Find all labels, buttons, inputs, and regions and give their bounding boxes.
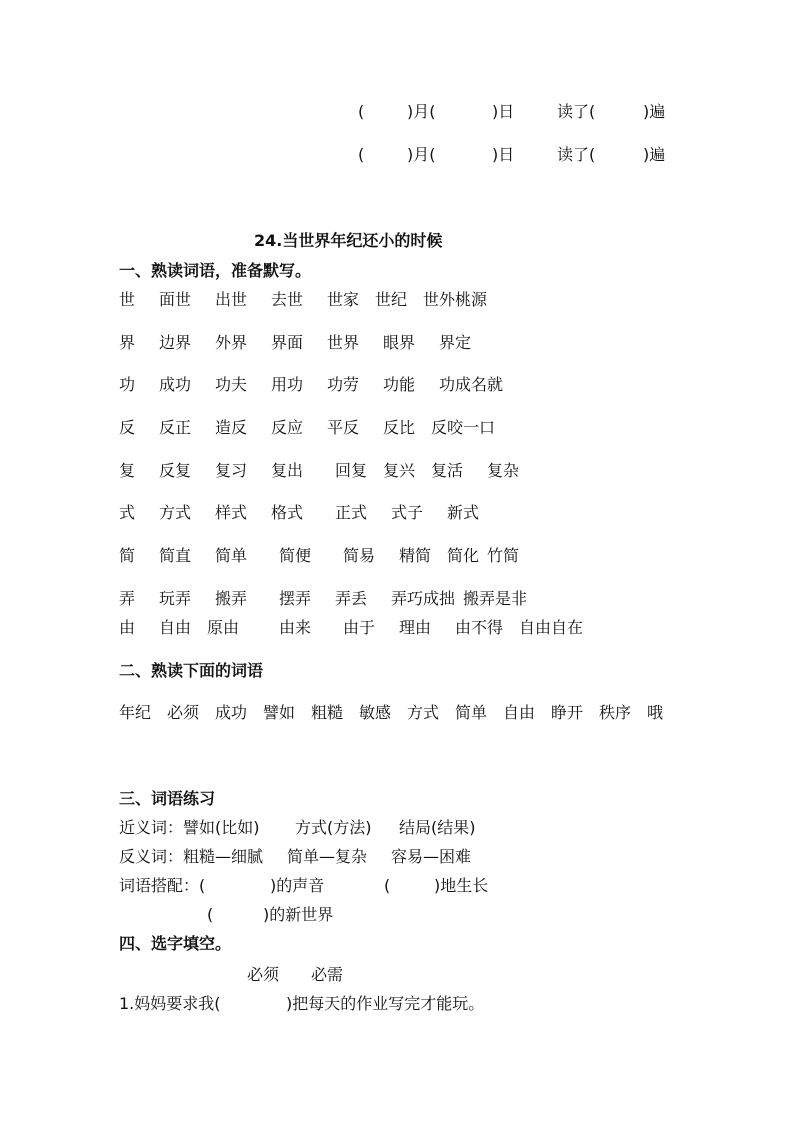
list-item: 新式 (447, 503, 480, 522)
list-item: 复活 (431, 461, 464, 480)
list-item: 方式 (159, 503, 192, 522)
word-row-fan (0, 420, 794, 440)
list-item: 简易 (343, 546, 376, 565)
collocation-line (0, 878, 794, 898)
date-month-open: ( (358, 102, 365, 121)
list-item: 粗糙—细腻 (183, 847, 264, 866)
list-item: 容易—困难 (391, 847, 472, 866)
list-item: 边界 (159, 333, 192, 352)
list-item: 用功 (271, 375, 304, 394)
list-item: 秩序 (599, 703, 632, 722)
list-item: 复 (119, 461, 136, 480)
word-row-jian (0, 548, 794, 568)
option-word: 必须 (247, 965, 280, 984)
word-row-jie (0, 335, 794, 355)
list-item: 成功 (215, 703, 248, 722)
list-item: 理由 (399, 618, 432, 637)
list-item: 由来 (279, 618, 312, 637)
list-item: 式 (119, 503, 136, 522)
question-1 (0, 996, 794, 1016)
list-item: 竹简 (487, 546, 520, 565)
list-item: 功夫 (215, 375, 248, 394)
list-item: 出世 (215, 290, 248, 309)
list-item: 世 (119, 290, 136, 309)
list-item: 功成名就 (439, 375, 504, 394)
collocation-item: )地生长 (434, 876, 489, 895)
list-item: 搬弄是非 (463, 589, 528, 608)
date-month-label: )月( (407, 145, 436, 164)
list-item: 复习 (215, 461, 248, 480)
list-item: 世界 (327, 333, 360, 352)
list-item: 反应 (271, 418, 304, 437)
list-item: 复杂 (487, 461, 520, 480)
read-count-open: 读了( (557, 102, 596, 121)
list-item: 哦 (647, 703, 664, 722)
list-item: 世家 (327, 290, 360, 309)
list-item: 自由 (159, 618, 192, 637)
word-row-gong (0, 377, 794, 397)
list-item: 反比 (383, 418, 416, 437)
list-item: 譬如(比如) (183, 818, 260, 837)
list-item: 由 (119, 618, 136, 637)
question-1-start: 1.妈妈要求我( (119, 994, 221, 1013)
list-item: 摆弄 (279, 589, 312, 608)
synonyms-label: 近义词： (119, 818, 184, 837)
list-item: 精简 (399, 546, 432, 565)
list-item: 反正 (159, 418, 192, 437)
list-item: 原由 (207, 618, 240, 637)
list-item: 界面 (271, 333, 304, 352)
date-month-label: )月( (407, 102, 436, 121)
option-word: 必需 (311, 965, 344, 984)
date-day-label: )日 (492, 102, 515, 121)
section4-heading: 四、选字填空。 (119, 934, 232, 953)
list-item: 粗糙 (311, 703, 344, 722)
antonyms-label: 反义词： (119, 847, 184, 866)
list-item: 譬如 (263, 703, 296, 722)
list-item: 成功 (159, 375, 192, 394)
word-list (0, 705, 794, 725)
antonyms-line (0, 849, 794, 869)
word-row-nong (0, 591, 794, 611)
collocation-item: )的声音 (270, 876, 325, 895)
collocation-label: 词语搭配： (119, 876, 200, 895)
list-item: 面世 (159, 290, 192, 309)
lesson-title: 24.当世界年纪还小的时候 (254, 231, 443, 250)
word-row-fu (0, 463, 794, 483)
list-item: 反咬一口 (431, 418, 496, 437)
section3-heading: 三、词语练习 (119, 789, 216, 808)
list-item: 自由 (503, 703, 536, 722)
date-line-2 (0, 147, 794, 167)
list-item: 弄 (119, 589, 136, 608)
list-item: 界 (119, 333, 136, 352)
list-item: 必须 (167, 703, 200, 722)
list-item: 简 (119, 546, 136, 565)
list-item: 眼界 (383, 333, 416, 352)
blank-open: ( (199, 876, 206, 895)
list-item: 反 (119, 418, 136, 437)
date-month-open: ( (358, 145, 365, 164)
list-item: 复兴 (383, 461, 416, 480)
read-count-open: 读了( (557, 145, 596, 164)
word-row-shi2 (0, 505, 794, 525)
date-day-label: )日 (492, 145, 515, 164)
list-item: 平反 (327, 418, 360, 437)
list-item: 由于 (343, 618, 376, 637)
word-row-shi (0, 292, 794, 312)
list-item: 敏感 (359, 703, 392, 722)
list-item: 功能 (383, 375, 416, 394)
list-item: 玩弄 (159, 589, 192, 608)
word-row-you (0, 620, 794, 640)
list-item: 年纪 (119, 703, 152, 722)
question-1-end: )把每天的作业写完才能玩。 (286, 994, 485, 1013)
list-item: 结局(结果) (399, 818, 476, 837)
list-item: 简单 (215, 546, 248, 565)
list-item: 格式 (271, 503, 304, 522)
blank-open: ( (207, 905, 214, 924)
list-item: 简单 (455, 703, 488, 722)
list-item: 外界 (215, 333, 248, 352)
list-item: 搬弄 (215, 589, 248, 608)
list-item: 由不得 (455, 618, 504, 637)
list-item: 简便 (279, 546, 312, 565)
list-item: 功 (119, 375, 136, 394)
list-item: 弄巧成拙 (391, 589, 456, 608)
list-item: 简直 (159, 546, 192, 565)
list-item: 弄丢 (335, 589, 368, 608)
list-item: 正式 (335, 503, 368, 522)
list-item: 方式 (407, 703, 440, 722)
list-item: 界定 (439, 333, 472, 352)
options-line (0, 967, 794, 987)
collocation-line-2 (0, 907, 794, 927)
list-item: 自由自在 (519, 618, 584, 637)
list-item: 式子 (391, 503, 424, 522)
list-item: 造反 (215, 418, 248, 437)
list-item: 去世 (271, 290, 304, 309)
list-item: 睁开 (551, 703, 584, 722)
list-item: 反复 (159, 461, 192, 480)
section2-heading: 二、熟读下面的词语 (119, 661, 264, 680)
list-item: 简化 (447, 546, 480, 565)
read-count-label: )遍 (643, 102, 666, 121)
list-item: 世外桃源 (423, 290, 488, 309)
list-item: 样式 (215, 503, 248, 522)
date-line-1 (0, 104, 794, 124)
list-item: 回复 (335, 461, 368, 480)
list-item: 功劳 (327, 375, 360, 394)
list-item: 世纪 (375, 290, 408, 309)
section1-heading: 一、熟读词语，准备默写。 (119, 261, 312, 280)
synonyms-line (0, 820, 794, 840)
blank-open: ( (384, 876, 391, 895)
list-item: 方式(方法) (295, 818, 372, 837)
collocation-item: )的新世界 (263, 905, 334, 924)
list-item: 复出 (271, 461, 304, 480)
read-count-label: )遍 (643, 145, 666, 164)
list-item: 简单—复杂 (287, 847, 368, 866)
